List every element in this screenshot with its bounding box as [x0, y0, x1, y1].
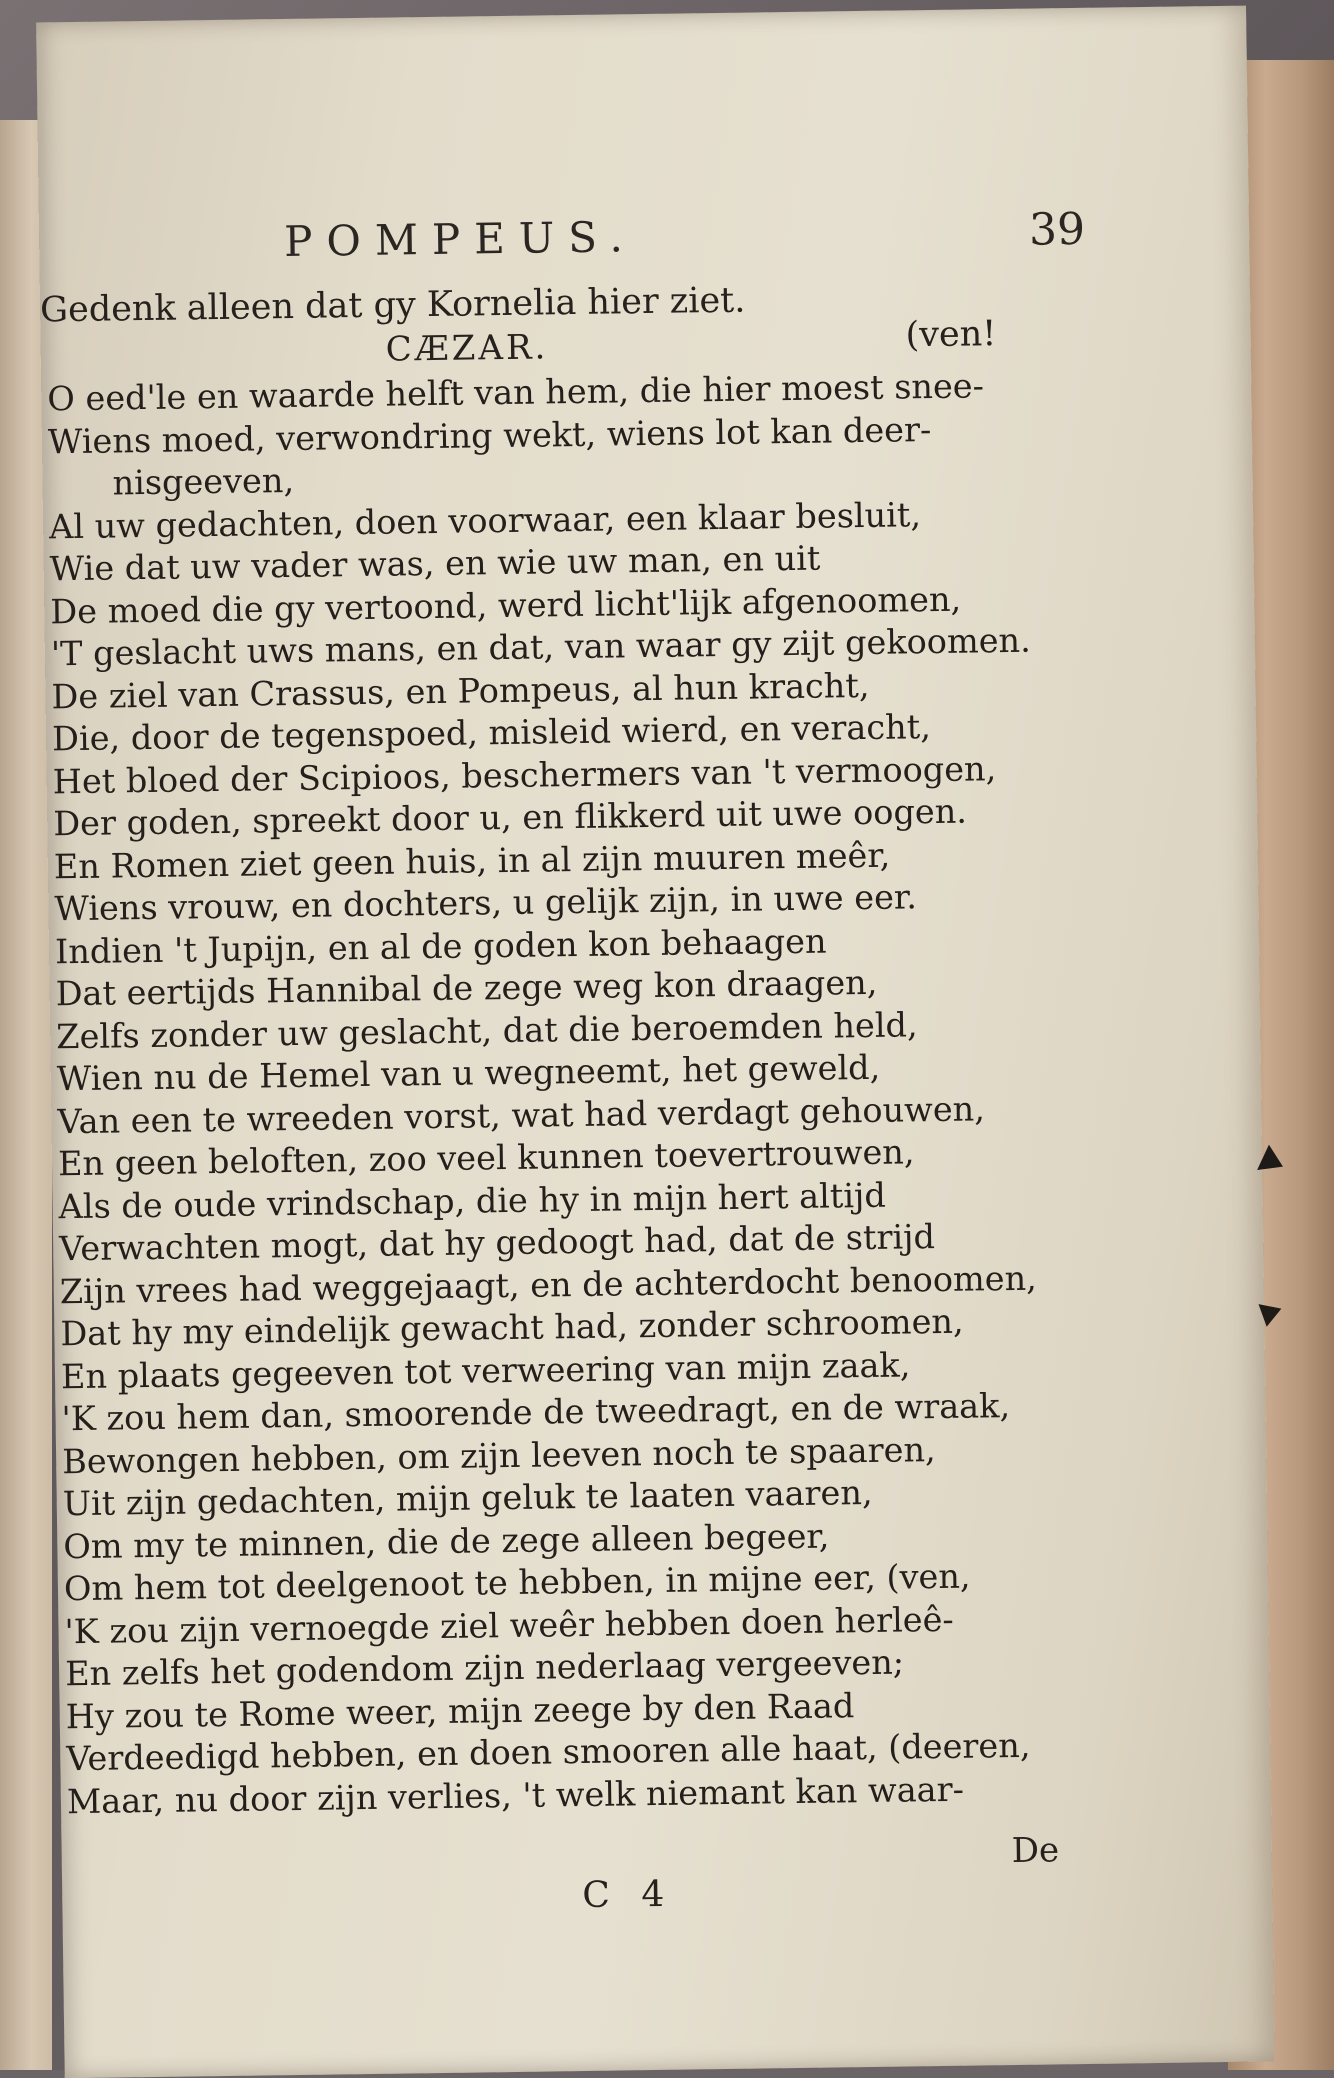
verse-line: En zelfs het godendom zijn nederlaag vergeeven;: [64, 1642, 905, 1694]
verse-line: Uit zijn gedachten, mijn geluk te laaten vaaren,: [62, 1472, 873, 1524]
verse-line: Der goden, spreekt door u, en flikkerd uit uwe oogen.: [53, 791, 968, 844]
verse-line: 'K zou zijn vernoegde ziel weêr hebben doen herleê-: [64, 1599, 954, 1651]
verse-line: 'T geslacht uws mans, en dat, van waar gy zijt gekoomen.: [50, 620, 1032, 674]
verse-overflow-fragment: (ven!: [905, 314, 997, 356]
verse-line: Indien 't Jupijn, en al de goden kon behaagen: [54, 921, 827, 971]
verse-line: Hy zou te Rome weer, mijn zeege by den Raad: [65, 1685, 855, 1736]
verse-line: En Romen ziet geen huis, in al zijn muuren meêr,: [53, 835, 891, 886]
verse-line: De ziel van Crassus, en Pompeus, al hun kracht,: [51, 665, 870, 716]
verse-line: Om my te minnen, die de zege alleen begeer,: [63, 1516, 830, 1566]
verse-line: Zijn vrees had weggejaagt, en de achterdocht benoomen,: [59, 1258, 1038, 1311]
verse-block: [47, 364, 1077, 1823]
verse-line: Wien nu de Hemel van u wegneemt, het geweld,: [56, 1047, 881, 1099]
verse-line: Dat eertijds Hannibal de zege weg kon draagen,: [55, 962, 878, 1014]
verse-line: De moed die gy vertoond, werd licht'lijk afgenoomen,: [50, 579, 962, 631]
verse-line: nisgeeven,: [112, 460, 295, 503]
verse-line: O eed'le en waarde helft van hem, die hier moest snee-: [47, 366, 985, 419]
verse-line: Zelfs zonder uw geslacht, dat die beroemden held,: [55, 1004, 918, 1056]
verse-line: Wiens vrouw, en dochters, u gelijk zijn, in uwe eer.: [54, 877, 918, 929]
book-page: [36, 6, 1275, 2078]
first-verse-line: Gedenk alleen dat gy Kornelia hier ziet.: [39, 280, 746, 331]
page-number: 39: [1028, 203, 1086, 256]
verse-line: En plaats gegeeven tot verweering van mijn zaak,: [60, 1344, 911, 1396]
verse-line: 'K zou hem dan, smoorende de tweedragt, en de wraak,: [61, 1386, 1011, 1439]
verse-line: Om hem tot deelgenoot te hebben, in mijne eer, (ven,: [63, 1556, 971, 1609]
signature-mark: C 4: [582, 1873, 675, 1917]
verse-line: Wie dat uw vader was, en wie uw man, en uit: [49, 538, 821, 589]
speaker-name: CÆZAR.: [385, 327, 549, 370]
verse-line: Verwachten mogt, dat hy gedoogt had, dat de strijd: [58, 1217, 936, 1269]
verse-line: Van een te wreeden vorst, wat had verdagt gehouwen,: [57, 1088, 986, 1141]
verse-line: Dat hy my eindelijk gewacht had, zonder schroomen,: [60, 1301, 964, 1354]
verse-line: Het bloed der Scipioos, beschermers van 't vermoogen,: [52, 748, 997, 801]
verse-line: Wiens moed, verwondring wekt, wiens lot kan deer-: [47, 409, 932, 461]
verse-line: Al uw gedachten, doen voorwaar, een klaar besluit,: [48, 494, 922, 546]
verse-line: Verdeedigd hebben, en doen smooren alle haat, (deeren,: [66, 1725, 1031, 1779]
verse-line: Als de oude vrindschap, die hy in mijn hert altijd: [58, 1175, 887, 1226]
verse-line: En geen beloften, zoo veel kunnen toevertrouwen,: [57, 1132, 915, 1184]
verse-line: Maar, nu door zijn verlies, 't welk niemant kan waar-: [66, 1769, 965, 1821]
running-head: POMPEUS.: [283, 212, 638, 267]
verse-line: Bewongen hebben, om zijn leeven noch te spaaren,: [61, 1429, 936, 1481]
verse-line: Die, door de tegenspoed, misleid wierd, en veracht,: [51, 707, 932, 759]
catchword: De: [1011, 1830, 1060, 1872]
